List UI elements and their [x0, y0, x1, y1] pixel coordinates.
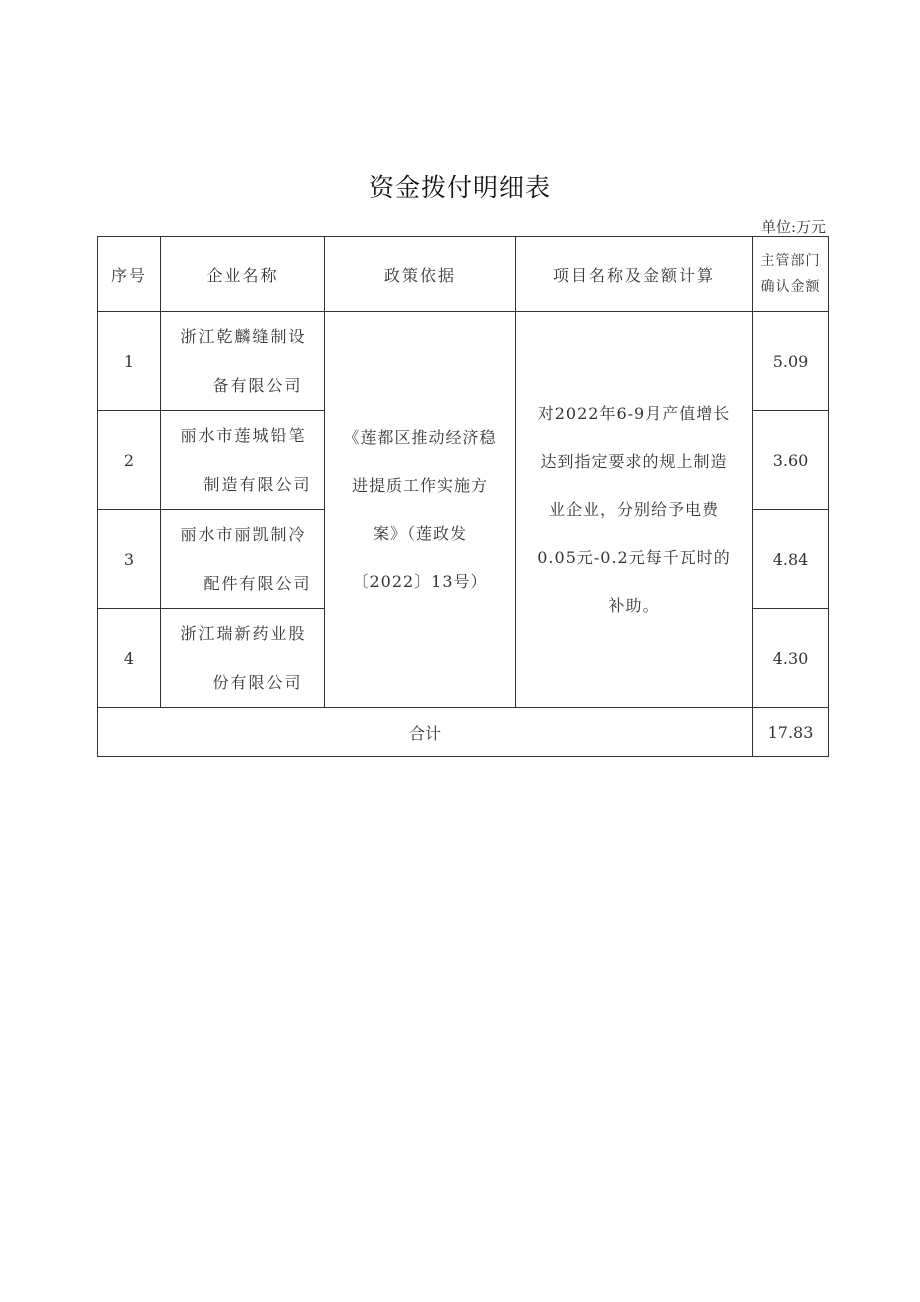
unit-label: 单位:万元 — [760, 218, 826, 236]
header-amount-line1: 主管部门 — [760, 253, 821, 269]
table-row — [98, 312, 829, 411]
project-line: 达到指定要求的规上制造 — [540, 451, 728, 471]
row-company — [161, 411, 325, 510]
row-company — [161, 609, 325, 708]
row-amount: 5.09 — [753, 312, 829, 411]
row-amount: 4.84 — [753, 510, 829, 609]
row-company — [161, 312, 325, 411]
total-amount: 17.83 — [753, 708, 829, 757]
header-company: 企业名称 — [161, 237, 325, 312]
company-line2: 制造有限公司 — [203, 475, 312, 494]
policy-line: 案》（莲政发 — [372, 523, 467, 543]
header-project: 项目名称及金额计算 — [516, 237, 753, 312]
project-line: 对2022年6-9月产值增长 — [537, 403, 731, 423]
funding-detail-table — [97, 236, 829, 757]
total-label: 合计 — [98, 708, 753, 757]
row-seq: 2 — [98, 411, 161, 510]
row-seq: 1 — [98, 312, 161, 411]
company-line2: 配件有限公司 — [203, 574, 312, 593]
policy-line: 进提质工作实施方 — [351, 475, 488, 495]
company-line2: 备有限公司 — [212, 376, 303, 395]
row-seq: 4 — [98, 609, 161, 708]
header-policy: 政策依据 — [325, 237, 516, 312]
company-line1: 丽水市丽凯制冷 — [180, 525, 307, 544]
total-row — [98, 708, 829, 757]
header-amount — [753, 237, 829, 312]
company-line2: 份有限公司 — [212, 673, 303, 692]
row-company — [161, 510, 325, 609]
row-amount: 3.60 — [753, 411, 829, 510]
project-line: 业企业，分别给予电费 — [548, 499, 719, 519]
company-line1: 浙江瑞新药业股 — [180, 624, 307, 643]
company-line1: 丽水市莲城铅笔 — [180, 426, 307, 445]
header-amount-line2: 确认金额 — [760, 279, 821, 295]
table-header-row — [98, 237, 829, 312]
project-line: 补助。 — [608, 595, 660, 615]
policy-line: 〔2022〕13号） — [352, 571, 488, 591]
project-line: 0.05元-0.2元每千瓦时的 — [537, 547, 731, 567]
header-seq: 序号 — [98, 237, 161, 312]
company-line1: 浙江乾麟缝制设 — [180, 327, 307, 346]
project-calculation-cell — [516, 312, 753, 708]
policy-basis-cell — [325, 312, 516, 708]
row-seq: 3 — [98, 510, 161, 609]
policy-line: 《莲都区推动经济稳 — [343, 427, 497, 447]
row-amount: 4.30 — [753, 609, 829, 708]
page-title: 资金拨付明细表 — [368, 173, 551, 202]
